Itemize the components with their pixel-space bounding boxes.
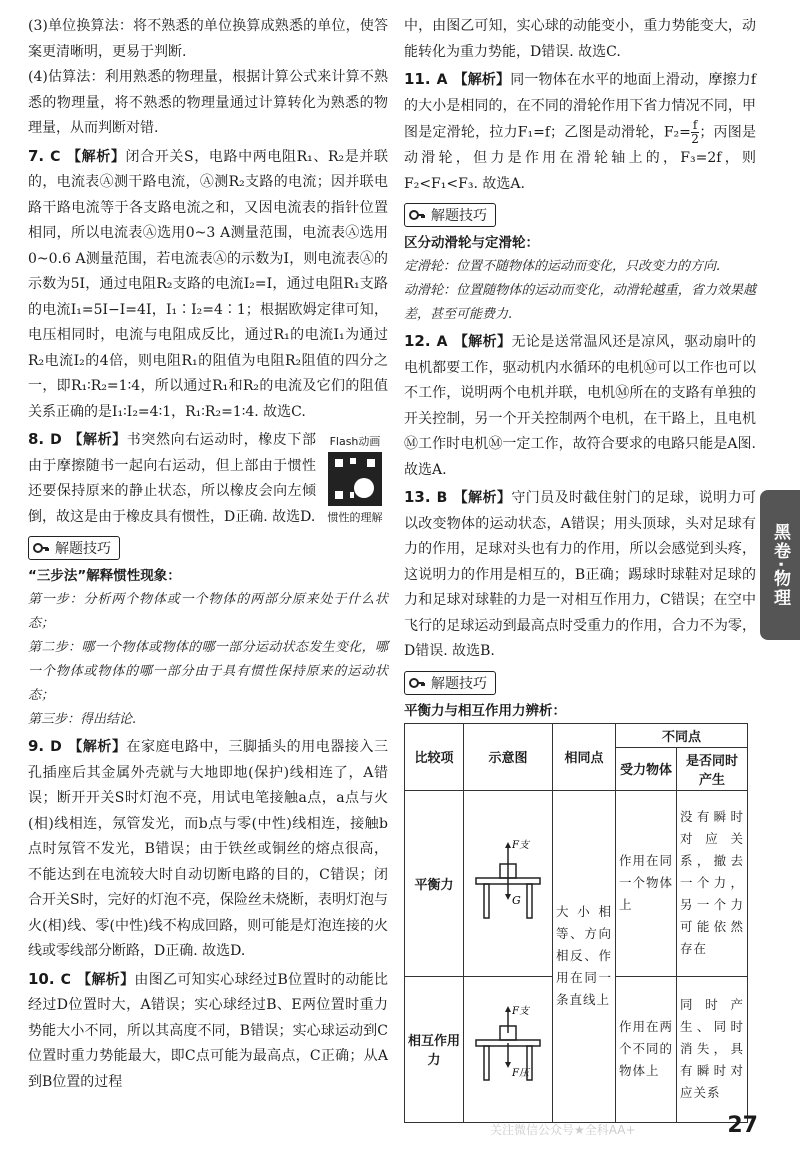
analysis-tag: 【解析】 <box>66 148 126 165</box>
question-12 <box>404 329 756 483</box>
question-9-answer: D <box>50 739 62 755</box>
tip-line: 第一步：分析两个物体或一个物体的两部分原来处于什么状态； <box>28 592 388 631</box>
tip-box <box>28 536 120 560</box>
table-header-same: 相同点 <box>553 723 616 790</box>
question-10-text: 由图乙可知实心球经过B位置时的动能比经过D位置时大，A错误；实心球经过B、E两位置时重力势能大小不同，所以其高度不同，B错误；实心球运动到C位置时重力势能最大，即C点可能为最高点，C正确；从A到B位置的过程 <box>28 971 388 1090</box>
question-12-text: 无论是送常温风还是凉风，驱动扇叶的电机都要工作，驱动机内水循环的电机Ⓜ可以工作也可以不工作，说明两个电机并联，电机Ⓜ所在的支路有单独的开关控制，另一个开关控制两个电机，在干路上，且电机Ⓜ工作时电机Ⓜ一定工作，故符合要求的电路只能是A图. 故选A. <box>404 334 757 478</box>
tip-line: 定滑轮：位置不随物体的运动而变化，只改变力的方向. <box>404 259 721 274</box>
force-up-label: F支 <box>512 840 529 851</box>
tip-label: 解题技巧 <box>431 208 487 224</box>
row-interaction-force: 相互作用力 <box>405 976 464 1122</box>
question-8-block <box>28 427 388 530</box>
tip-title: “三步法”解释惯性现象： <box>28 568 181 584</box>
tip-line: 第二步：哪一个物体或物体的哪一部分运动状态发生变化，哪一个物体或物体的哪一部分由于具有惯性保持原来的运动状态； <box>28 640 388 703</box>
balanced-simultaneous-cell: 没有瞬时对应关系，撤去一个力，另一个力可能依然存在 <box>677 790 748 976</box>
tip-label: 解题技巧 <box>55 541 111 557</box>
qr-caption-bottom: 惯性的理解 <box>327 511 383 524</box>
interaction-object-cell: 作用在两个不同的物体上 <box>616 976 677 1122</box>
question-13-text: 守门员及时截住射门的足球，说明力可以改变物体的运动状态，A错误；用头顶球，头对足球有力的作用，足球对头也有力的作用，所以会感觉到头疼，这说明力的作用是相互的，B正确；踢球时球鞋对足球的力和足球对球鞋的力是一对相互作用力，C错误；在空中飞行的足球运动到最高点时受重力的作用，合力不为零，D错误. 故选B. <box>404 490 757 659</box>
method-4-paragraph: (4)估算法：利用熟悉的物理量，根据计算公式来计算不熟悉的物理量，将不熟悉的物理量通过计算转化为熟悉的物理量，从而判断对错. <box>28 69 388 136</box>
same-points-cell: 大小相等、方向相反、作用在同一条直线上 <box>553 790 616 1122</box>
table-diagram-icon <box>470 836 546 926</box>
page-number: 27 <box>727 1113 758 1138</box>
table-header-object: 受力物体 <box>616 747 677 790</box>
question-11-text-1: 同一物体在水平的地面上滑动，摩擦力f的大小是相同的，在不同的滑轮作用下省力情况不同，甲图是定滑轮，拉力F₁=f；乙图是动滑轮，F₂= <box>404 72 757 141</box>
force-down-label: F压 <box>512 1068 529 1079</box>
method-3-paragraph: (3)单位换算法：将不熟悉的单位换算成熟悉的单位，使答案更清晰明，更易于判断. <box>28 18 388 60</box>
question-7-answer: C <box>50 148 61 165</box>
balanced-force-diagram <box>464 790 553 976</box>
question-11-number: 11. <box>404 70 431 88</box>
question-10-answer: C <box>60 971 71 988</box>
tip-title: 区分动滑轮与定滑轮： <box>404 235 539 251</box>
left-column <box>28 14 388 1095</box>
question-10-number: 10. <box>28 969 55 988</box>
watermark: 关注微信公众号★全科AA+ <box>490 1123 636 1137</box>
row-balanced-force: 平衡力 <box>405 790 464 976</box>
key-icon <box>409 208 425 222</box>
tip-title: 平衡力与相互作用力辨析： <box>404 702 566 719</box>
question-10-continued: 中，由图乙可知，实心球的动能变小，重力势能变大，动能转化为重力势能，D错误. 故选C. <box>404 18 756 60</box>
force-down-label: G <box>512 894 521 907</box>
question-13-answer: B <box>436 490 448 506</box>
qr-caption-top: Flash动画 <box>329 435 381 448</box>
question-11-text-2: ；丙图是动滑轮，但力是作用在滑轮轴上的，F₃=2f，则F₂<F₁<F₃. 故选A. <box>404 124 756 192</box>
table-diagram-icon <box>470 1002 546 1092</box>
table-header-diagram: 示意图 <box>464 723 553 790</box>
question-9-number: 9. <box>28 737 45 755</box>
tip-line: 第三步：得出结论. <box>28 712 137 727</box>
question-7-text: 闭合开关S，电路中两电阻R₁、R₂是并联的，电流表Ⓐ测干路电流，Ⓐ测R₂支路的电流；因并联电路干路电流等于各支路电流之和，又因电流表的指针位置相同，所以电流表Ⓐ选用0~3 A测量范围，电流表Ⓐ选用0~0.6 A测量范围，若电流表Ⓐ的示数为I，则电流表Ⓐ的示数为5I，通过电阻R₂支路的电流I₂=I，通过电阻R₁支路的电流I₁=5I−I=4I，I₁∶I₂=4∶1；根据欧姆定律可知，电压相同时，电流与电阻成反比，通过R₁的电流I₁为通过R₂电流I₂的4倍，则电阻R₁的阻值为电阻R₂阻值的四分之一，即R₁∶R₂=1∶4，所以通过R₁和R₂的电流及它们的阻值关系正确的是I₁∶I₂=4∶1，R₁∶R₂=1∶4. 故选C. <box>28 148 388 420</box>
tip-line: 动滑轮：位置随物体的运动而变化，动滑轮越重，省力效果越差，甚至可能费力. <box>404 283 756 322</box>
table-header-item: 比较项 <box>405 723 464 790</box>
tip-box <box>404 203 496 227</box>
question-8-answer: D <box>50 432 62 448</box>
side-tab: 黑卷·物理 <box>760 490 800 640</box>
question-12-number: 12. <box>404 332 431 350</box>
analysis-tag: 【解析】 <box>453 72 511 88</box>
question-9-text: 在家庭电路中，三脚插头的用电器接入三孔插座后其金属外壳就与大地即地(保护)线相连了，A错误；断开开关S时灯泡不亮，用试电笔接触a点，a点与火(相)线相连，氖管发光，而b点与零(中性)线相连，接触b点时氖管不发光，B错误；由于铁丝或铜丝的熔点很高，不能达到在电流较大时自动切断电路的目的，C错误；闭合开关S时，完好的灯泡不亮，保险丝未烧断，表明灯泡与火(相)线、零(中性)线不构成回路，则可能是灯泡连接的火线或零线部分断路，D正确. 故选D. <box>28 739 388 959</box>
question-13 <box>404 485 756 665</box>
fraction-denominator: 2 <box>691 132 699 146</box>
analysis-tag: 【解析】 <box>76 971 135 988</box>
question-7-number: 7. <box>28 146 45 165</box>
question-7 <box>28 144 388 426</box>
question-8-text: 书突然向右运动时，橡皮下部由于摩擦随书一起向右运动，但上部由于惯性还要保持原来的静止状态，所以橡皮会向左倾倒，故这是由于橡皮具有惯性，D正确. 故选D. <box>28 432 317 525</box>
interaction-force-diagram <box>464 976 553 1122</box>
force-up-label: F支 <box>512 1006 529 1017</box>
qr-code-block[interactable] <box>322 433 388 525</box>
analysis-tag: 【解析】 <box>67 432 127 448</box>
qr-code-icon <box>328 452 382 506</box>
tip-label: 解题技巧 <box>431 675 487 692</box>
key-icon <box>33 541 49 555</box>
comparison-table <box>404 723 748 1123</box>
fraction-numerator: f <box>692 118 698 132</box>
tip-box <box>404 671 496 695</box>
table-header-diff: 不同点 <box>616 723 748 747</box>
question-11-answer: A <box>436 72 448 88</box>
analysis-tag: 【解析】 <box>453 334 512 350</box>
right-column <box>404 14 756 1123</box>
analysis-tag: 【解析】 <box>453 490 512 506</box>
question-8-number: 8. <box>28 430 45 448</box>
question-11 <box>404 67 756 197</box>
question-12-answer: A <box>436 334 448 350</box>
key-icon <box>409 676 425 690</box>
interaction-simultaneous-cell: 同时产生、同时消失，具有瞬时对应关系 <box>677 976 748 1122</box>
analysis-tag: 【解析】 <box>67 739 127 755</box>
table-row <box>405 790 748 976</box>
question-13-number: 13. <box>404 488 431 506</box>
table-header-simultaneous: 是否同时产生 <box>677 747 748 790</box>
question-9 <box>28 734 388 965</box>
balanced-object-cell: 作用在同一个物体上 <box>616 790 677 976</box>
question-10 <box>28 967 388 1096</box>
